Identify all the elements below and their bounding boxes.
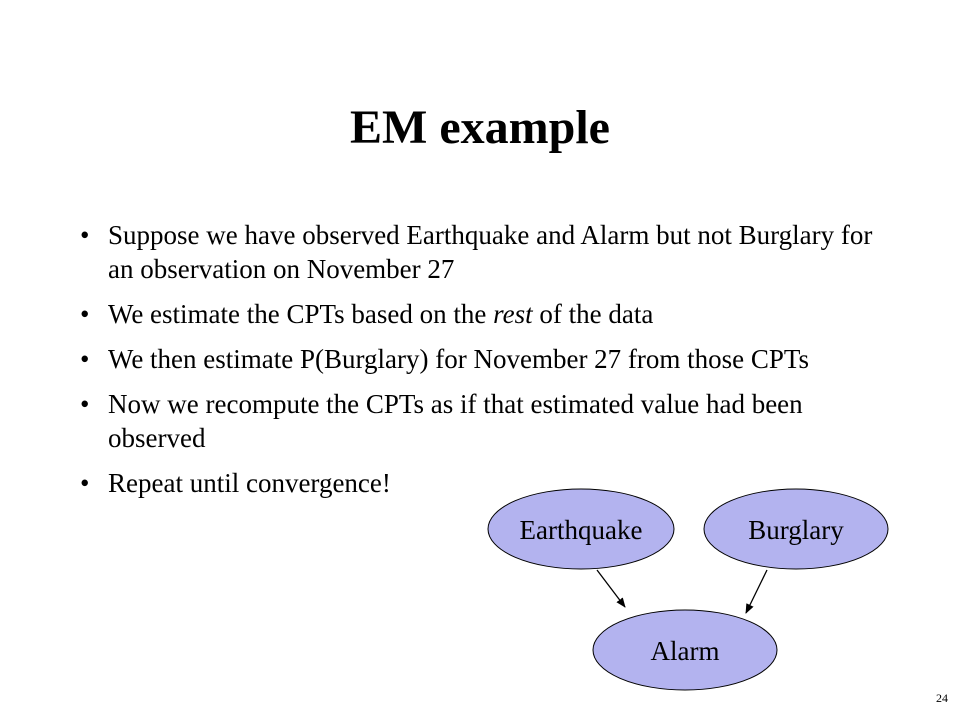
bullet-marker: •: [80, 344, 90, 374]
node-burglary-label: Burglary: [748, 515, 844, 545]
edge-burglary-to-alarm: [746, 570, 767, 613]
bullet-marker: •: [80, 468, 90, 498]
bullet-text: Suppose we have observed Earthquake and Alarm but not Burglary for an observation on November 27: [108, 220, 873, 284]
slide-title: EM example: [350, 101, 610, 154]
edge-earthquake-to-alarm: [597, 570, 625, 607]
bullet-text: Repeat until convergence!: [108, 468, 391, 498]
bullet-text-prefix: We estimate the CPTs based on the: [108, 299, 494, 329]
bullet-marker: •: [80, 389, 90, 419]
node-burglary: [704, 489, 888, 569]
bullet-text-suffix: of the data: [532, 299, 654, 329]
node-earthquake-label: Earthquake: [519, 515, 643, 545]
page-number: 24: [936, 691, 948, 705]
node-earthquake: [488, 489, 674, 569]
bullet-text: We then estimate P(Burglary) for November 27 from those CPTs: [108, 344, 810, 374]
bullet-text: Now we recompute the CPTs as if that estimated value had been observed: [108, 389, 803, 453]
node-alarm: [593, 610, 777, 690]
bullet-text-emphasis: rest: [493, 299, 533, 329]
bullet-marker: •: [80, 220, 90, 250]
node-alarm-label: Alarm: [650, 636, 720, 666]
bullet-marker: •: [80, 299, 90, 329]
